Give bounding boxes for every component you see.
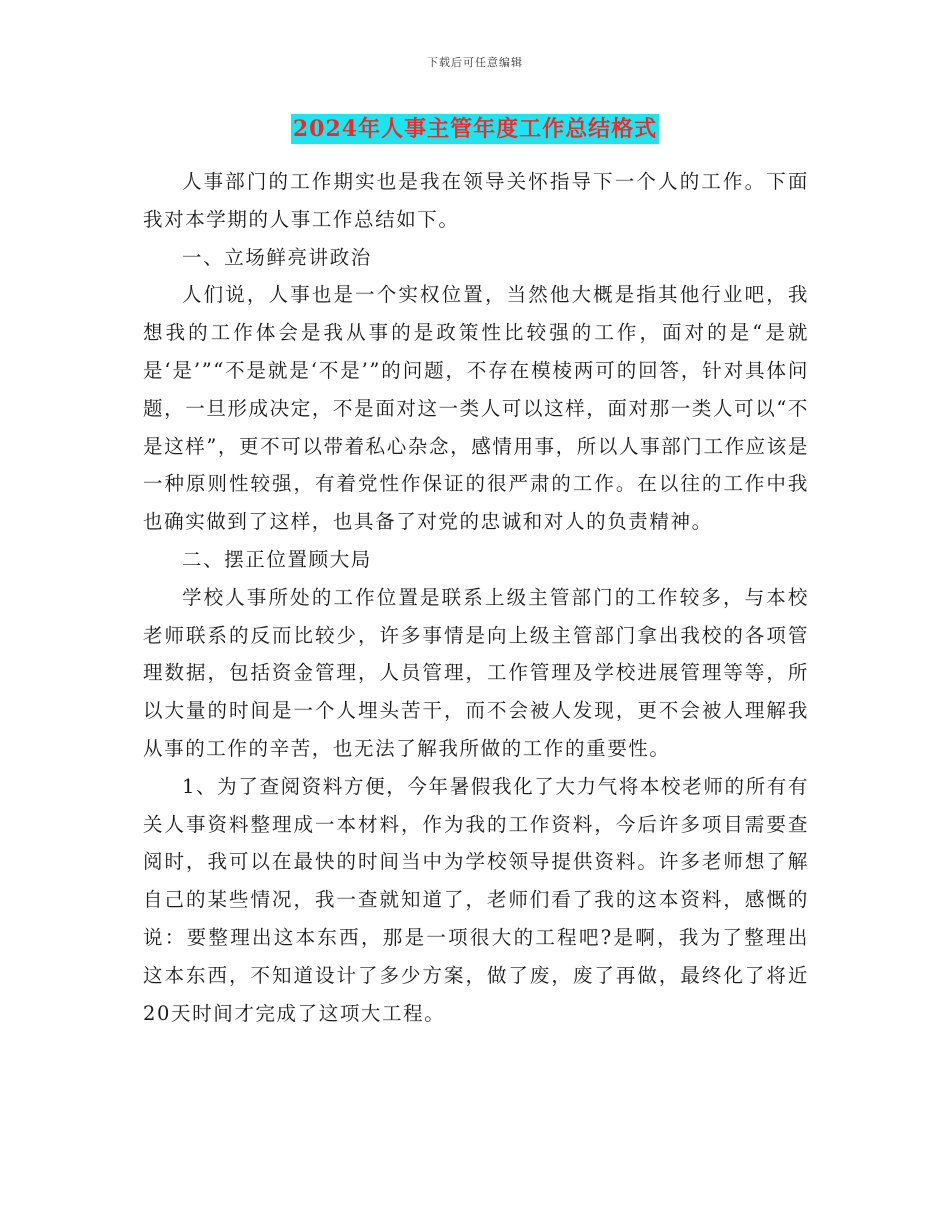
header-note: 下载后可任意编辑 (427, 56, 523, 69)
paragraph-item-1: 1、为了查阅资料方便，今年暑假我化了大力气将本校老师的所有有关人事资料整理成一本材料，作为我的工作资料，今后许多项目需要查阅时，我可以在最快的时间当中为学校领导提供资料。许多老师想了解自己的某些情况，我一查就知道了，老师们看了我的这本资料，感慨的说：要整理出这本东西，那是一项很大的工程吧?是啊，我为了整理出这本东西，不知道设计了多少方案，做了废，废了再做，最终化了将近20天时间才完成了这项大工程。 (143, 774, 809, 1025)
paragraph-intro: 人事部门的工作期实也是我在领导关怀指导下一个人的工作。下面我对本学期的人事工作总结如下。 (143, 170, 809, 231)
document-body (143, 163, 809, 1032)
section-heading-1: 一、立场鲜亮讲政治 (182, 245, 372, 269)
paragraph-section-1: 人们说，人事也是一个实权位置，当然他大概是指其他行业吧，我想我的工作体会是我从事的是政策性比较强的工作，面对的是“是就是‘是’”“不是就是‘不是’”的问题，不存在模棱两可的回答，针对具体问题，一旦形成决定，不是面对这一类人可以这样，面对那一类人可以“不是这样”，更不可以带着私心杂念，感情用事，所以人事部门工作应该是一种原则性较强，有着党性作保证的很严肃的工作。在以往的工作中我也确实做到了这样，也具备了对党的忠诚和对人的负责精神。 (143, 283, 809, 534)
paragraph-section-2: 学校人事所处的工作位置是联系上级主管部门的工作较多，与本校老师联系的反而比较少，许多事情是向上级主管部门拿出我校的各项管理数据，包括资金管理，人员管理，工作管理及学校进展管理等等，所以大量的时间是一个人埋头苦干，而不会被人发现，更不会被人理解我从事的工作的辛苦，也无法了解我所做的工作的重要性。 (143, 585, 809, 760)
section-heading-2: 二、摆正位置顾大局 (182, 547, 372, 571)
title-wrap (0, 114, 950, 144)
document-title: 2024年人事主管年度工作总结格式 (292, 116, 658, 142)
